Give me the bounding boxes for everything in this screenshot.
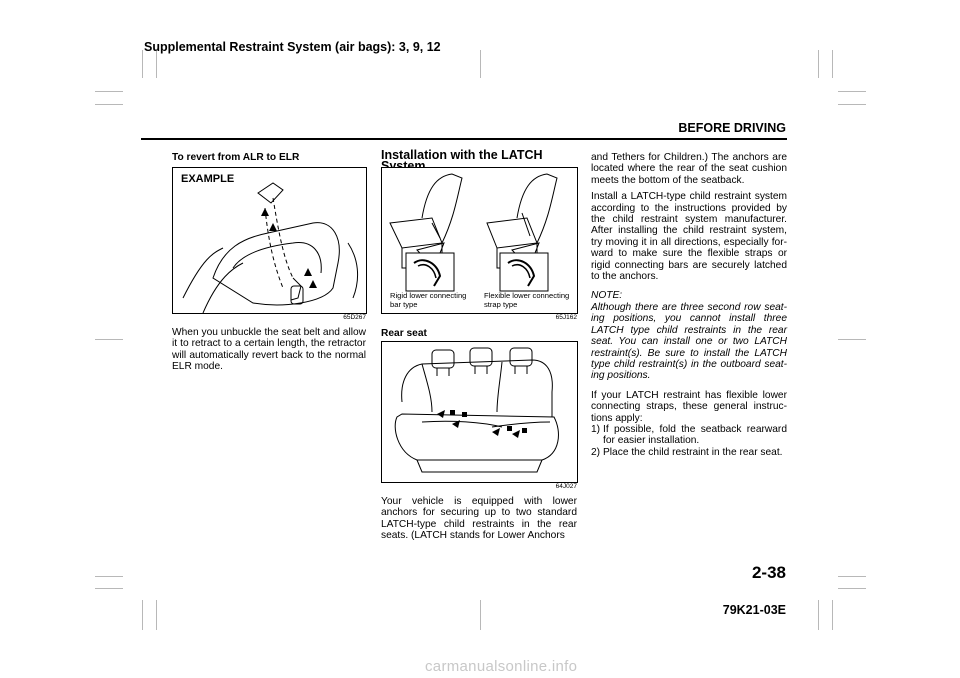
chapter-title: BEFORE DRIVING — [678, 121, 786, 135]
rear-seat-figure — [381, 341, 578, 483]
flexible-strap-caption: Flexible lower connecting strap type — [484, 291, 570, 309]
part-code: 79K21-03E — [722, 603, 786, 617]
rear-seat-subheading: Rear seat — [381, 328, 427, 339]
figure-code: 65J162 — [555, 314, 577, 321]
latch-heading: Installation with the LATCH — [381, 148, 543, 162]
step-item — [591, 447, 787, 458]
figure-code: 65D267 — [343, 314, 366, 321]
section-reference: Supplemental Restraint System (air bags): 3, 9, 12 — [144, 40, 441, 54]
step-item — [591, 424, 787, 447]
figure-code: 64J027 — [555, 483, 577, 490]
latch-type-figure — [381, 167, 578, 314]
example-label: EXAMPLE — [181, 173, 235, 185]
anchor-location-paragraph: and Tethers for Children.) The anchors are located where the rear of the seat cushion meets the bottom of the seatback. — [591, 152, 787, 186]
step-text: If possible, fold the seatback rearward for easier installation. — [603, 423, 787, 447]
watermark: carmanualsonline.info — [425, 658, 578, 675]
left-column — [172, 152, 366, 163]
seatbelt-figure — [172, 167, 367, 314]
page-number: 2-38 — [751, 563, 786, 582]
step-text: Place the child restraint in the rear seat. — [603, 446, 783, 458]
step-number: 2) — [591, 446, 601, 458]
alr-elr-paragraph: When you unbuckle the seat belt and allow it to retract to a certain length, the retractor will automatically revert back to the normal ELR mode. — [172, 327, 366, 373]
install-instructions-paragraph: Install a LATCH-type child restraint system according to the instructions provided by the child restraint system manufacturer. After installing the child restraint system, try moving it in all directions, especially for-ward to make sure the flexible straps or rigid connecting bars are securely latched to the anchors. — [591, 191, 787, 283]
child-seat-illustration — [173, 168, 366, 313]
rear-seat-illustration — [382, 342, 577, 482]
right-column — [591, 152, 787, 458]
note-text: Although there are three second row seat-ing positions, you cannot install three LATCH type child restraints in the rear seat. You can install one or two LATCH restraint(s). Be sure to install the LATCH type child restraint(s) in the outboard seat-ing positions. — [591, 301, 787, 382]
rear-seat-subheading-wrap — [381, 328, 577, 339]
note-label: NOTE: — [591, 290, 623, 302]
rigid-bar-caption: Rigid lower connecting bar type — [390, 291, 467, 309]
header-rule — [141, 138, 787, 140]
alr-elr-heading: To revert from ALR to ELR — [172, 152, 300, 163]
latch-intro-paragraph: Your vehicle is equipped with lower anchors for securing up to two standard LATCH-type child restraints in the rear seats. (LATCH stands for Lower Anchors — [381, 496, 577, 542]
step-number: 1) — [591, 423, 601, 435]
flexible-strap-paragraph: If your LATCH restraint has flexible lower connecting straps, these general instruc-tions apply: — [591, 389, 787, 424]
